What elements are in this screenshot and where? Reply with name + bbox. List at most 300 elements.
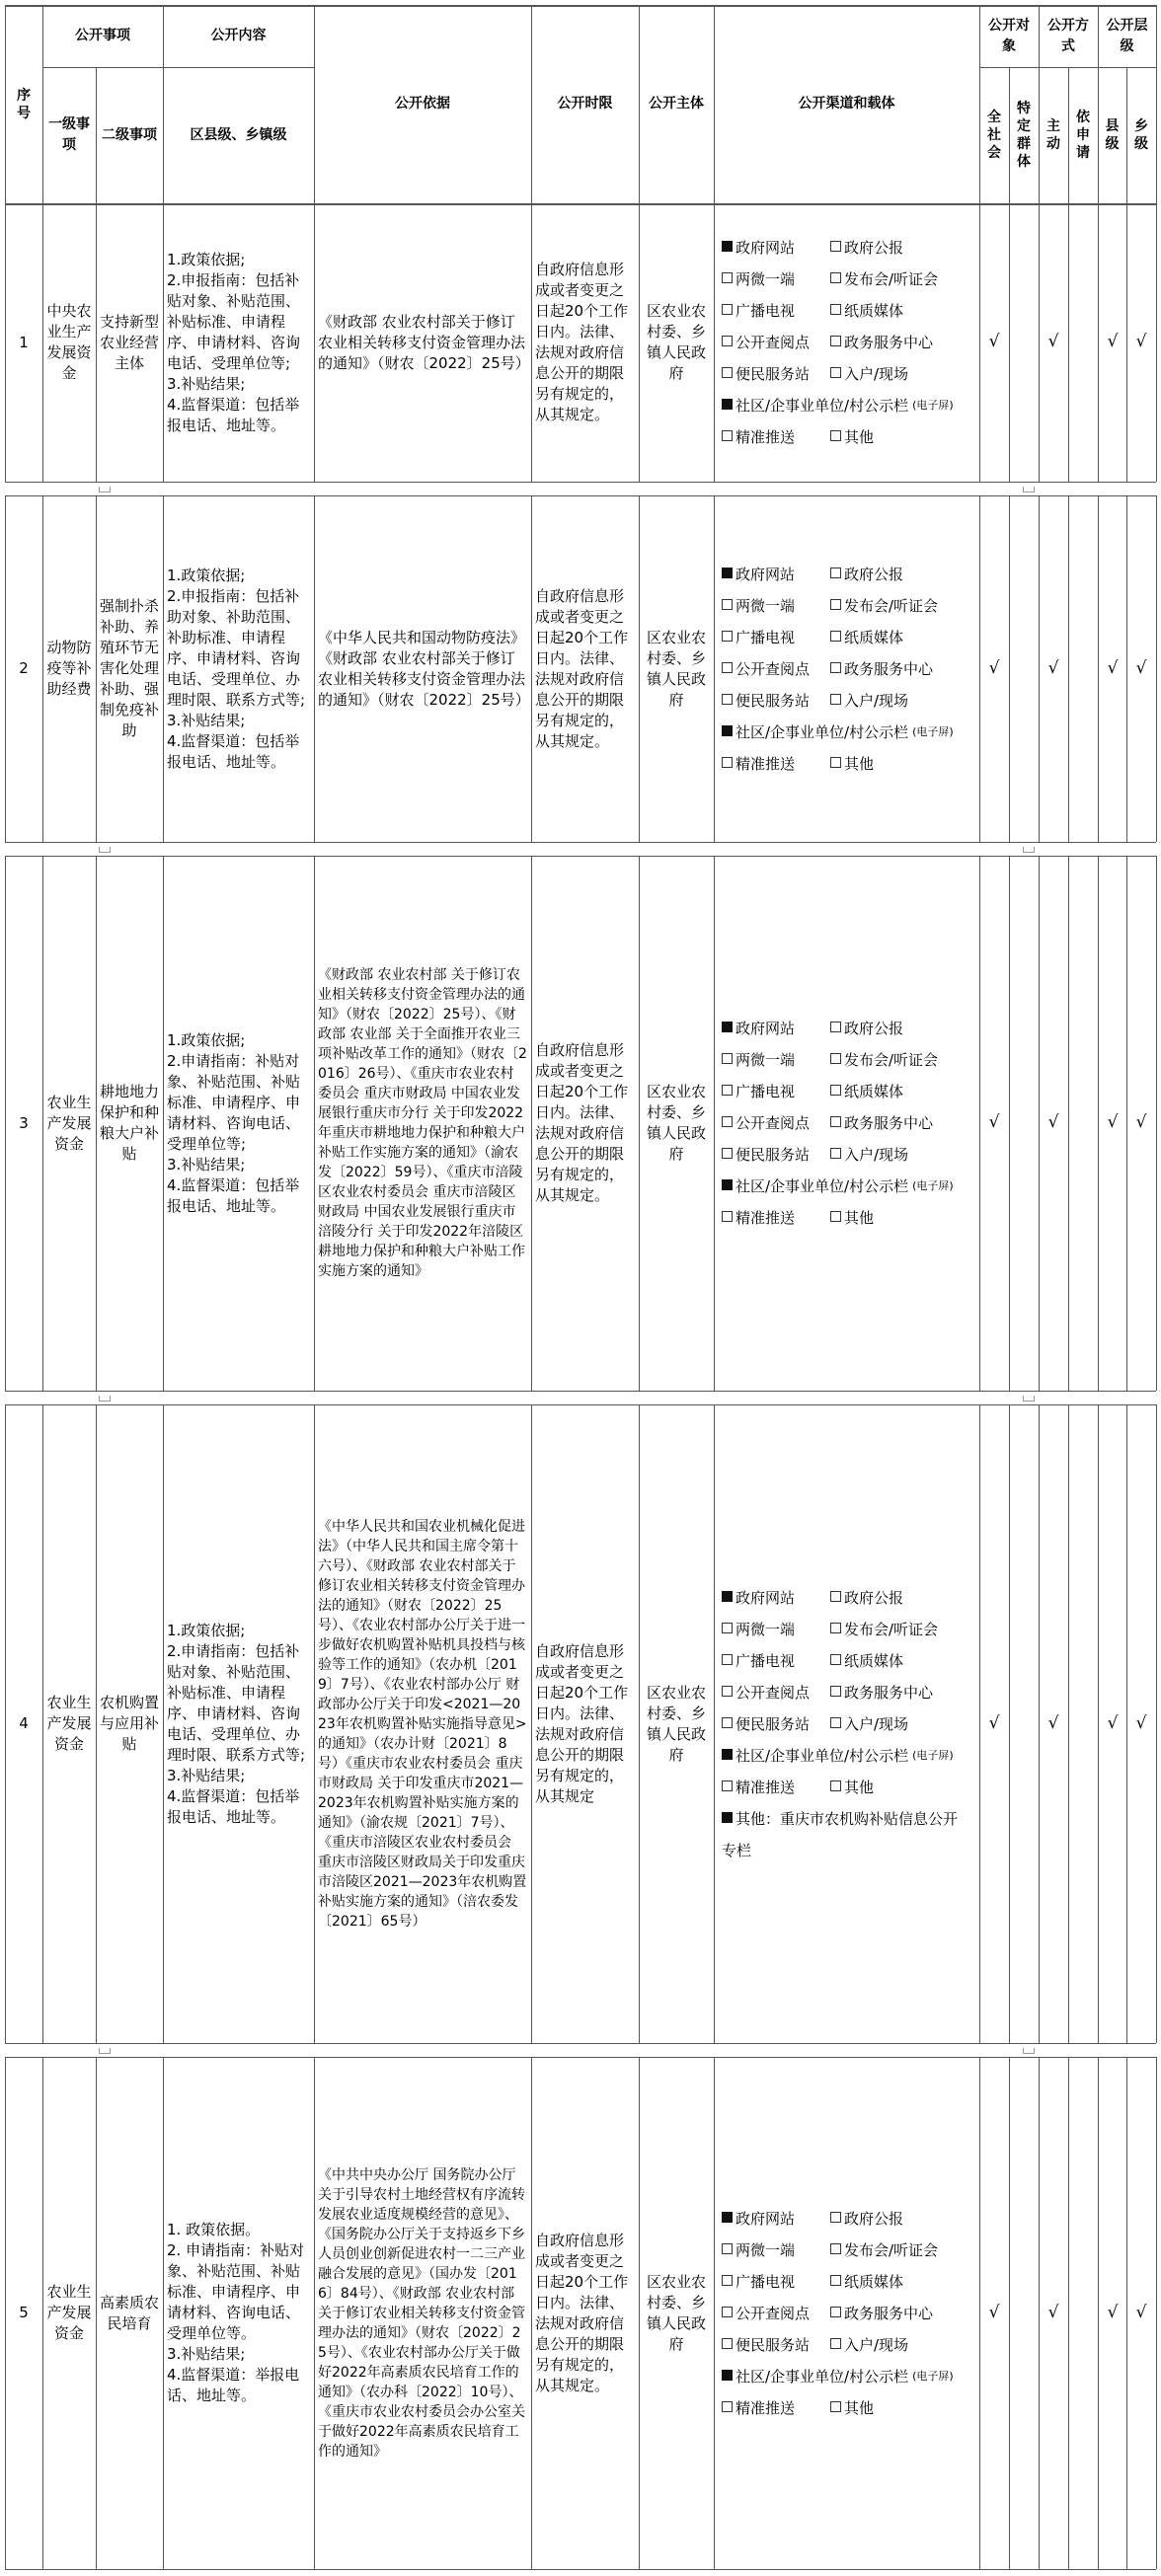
- checkbox-icon: [830, 2275, 841, 2286]
- header-all-society: [979, 67, 1009, 203]
- channel-option: [830, 1582, 903, 1614]
- table-rule: [714, 495, 715, 842]
- channel-label: 广播电视: [735, 1652, 796, 1670]
- header-level-text: 公开层级: [1106, 17, 1148, 54]
- channel-option: [830, 748, 874, 780]
- channel-row: [722, 2266, 954, 2298]
- disclosure-basis: [314, 1404, 531, 2043]
- disclosure-period: [531, 203, 639, 482]
- channel-row: [722, 1107, 954, 1139]
- channel-label: 精准推送: [735, 2399, 796, 2417]
- channel-option: [722, 1076, 830, 1107]
- disclosure-period-text: 自政府信息形成或者变更之日起20个工作日内。法律、法规对政府信息公开的期限另有规定的，从其规定。: [535, 261, 629, 423]
- channel-label: 其他: [844, 1209, 875, 1227]
- page-break-mark: [99, 487, 111, 492]
- check-mark-town: √: [1135, 2303, 1147, 2322]
- second-level-item-text: 支持新型农业经营主体: [100, 312, 160, 372]
- checkbox-icon: [722, 1654, 733, 1665]
- disclosure-basis-text: 《财政部 农业农村部 关于修订农业相关转移支付资金管理办法的通知》（财农〔2022〕25号）、《财政部 农业部 关于全面推开农业三项补贴改革工作的通知》（财农〔2016〕26号）、《重庆市农业农村委员会 重庆市财政局 中国农业发展银行重庆市分行 关于印发2022年重庆市耕地地力保护和种粮大户补贴工作实施方案的通知》（渝农发〔2022〕59号）、《重庆市涪陵区农业农村委员会 重庆市涪陵区财政局 中国农业发展银行重庆市涪陵分行 关于印发2022年涪陵区耕地地力保护和种粮大户补贴工作实施方案的通知》: [318, 967, 527, 1279]
- check-mark-active: √: [1047, 332, 1059, 351]
- header-county-text: 县级: [1105, 118, 1120, 152]
- table-rule: [1126, 1404, 1127, 2043]
- channel-row: [722, 2298, 954, 2329]
- header-specific-group-text: 特定群体: [1017, 101, 1031, 170]
- table-rule: [1126, 495, 1127, 842]
- channel-option: [722, 1645, 830, 1677]
- channel-option: [722, 1013, 830, 1044]
- checkbox-icon: [722, 599, 733, 610]
- header-level: [1098, 5, 1156, 67]
- channel-row: [722, 1708, 971, 1740]
- checkbox-icon: [830, 1780, 841, 1791]
- channel-label: 精准推送: [735, 1209, 796, 1227]
- channel-option: [722, 1202, 830, 1234]
- row-number: [5, 1404, 42, 2043]
- header-channels: [714, 5, 979, 203]
- checkbox-icon: [830, 694, 841, 705]
- channel-option: [830, 2203, 903, 2235]
- page-break-mark: [1023, 487, 1035, 492]
- channel-option: [722, 358, 830, 390]
- table-rule: [1009, 1404, 1010, 2043]
- disclosure-content-text: 1.政策依据; 2.申报指南：包括补贴对象、补贴范围、补贴标准、申请程序、申请材料、咨询电话、受理单位等; 3.补贴结果; 4.监督渠道：包括举报电话、地址等。: [167, 250, 301, 434]
- table-rule: [1068, 1404, 1069, 2043]
- second-level-item-text: 耕地地力保护和种粮大户补贴: [100, 1083, 160, 1163]
- channel-label: 两微一端: [735, 2241, 796, 2259]
- table-rule: [1039, 1404, 1040, 2043]
- channel-label: 政府公报: [844, 2210, 904, 2228]
- channel-label: 政务服务中心: [844, 1684, 934, 1702]
- checkbox-icon: [830, 241, 841, 252]
- table-rule: [979, 495, 980, 842]
- channel-option: [722, 2298, 830, 2329]
- channel-option: [722, 1614, 830, 1645]
- channel-option: [830, 685, 908, 717]
- channel-option: [830, 1772, 874, 1803]
- checkbox-icon: [722, 1780, 733, 1791]
- channel-label: 入户/现场: [844, 1715, 909, 1733]
- checkbox-icon: [722, 2370, 733, 2381]
- checkbox-icon: [722, 1211, 733, 1222]
- channel-option: [830, 264, 938, 295]
- channel-row: [722, 2361, 954, 2392]
- channel-label: 入户/现场: [844, 692, 909, 710]
- channel-label: 纸质媒体: [844, 1652, 904, 1670]
- checkbox-icon: [830, 1686, 841, 1697]
- check-mark-county: √: [1107, 2303, 1119, 2322]
- channel-row: [722, 590, 954, 622]
- table-rule: [979, 1404, 980, 2043]
- channel-label: 社区/企事业单位/村公示栏: [735, 1177, 909, 1195]
- header-level1-text: 一级事项: [48, 116, 90, 153]
- second-level-item: [96, 2057, 163, 2569]
- channel-option: [830, 1645, 903, 1677]
- checkbox-icon: [830, 631, 841, 642]
- table-rule: [1039, 856, 1040, 1391]
- channel-label: 入户/现场: [844, 1146, 909, 1164]
- channel-option: [722, 1772, 830, 1803]
- table-rule: [1098, 2057, 1099, 2569]
- channel-option: [722, 1139, 830, 1171]
- disclosure-subject-text: 区农业农村委、乡镇人民政府: [646, 1683, 706, 1764]
- table-rule: [1126, 2057, 1127, 2569]
- channel-option: [830, 2329, 908, 2361]
- header-basis: [314, 5, 531, 203]
- channel-label: 政务服务中心: [844, 660, 934, 678]
- table-rule: [1009, 203, 1010, 482]
- channel-row: [722, 1740, 971, 1772]
- checkbox-icon: [830, 2243, 841, 2254]
- row-number-text: 1: [19, 333, 29, 351]
- checkbox-icon: [830, 2307, 841, 2317]
- channel-label: 政务服务中心: [844, 2305, 934, 2322]
- disclosure-content-text: 1.政策依据; 2.申请指南：补贴对象、补贴范围、补贴标准、申请程序、申请材料、咨询电话、受理单位等; 3.补贴结果; 4.监督渠道：包括举报电话、地址等。: [167, 1030, 301, 1215]
- channel-label: 政府网站: [735, 1020, 796, 1037]
- disclosure-basis-text: 《中华人民共和国农业机械化促进法》（中华人民共和国主席令第十六号）、《财政部 农业农村部关于修订农业相关转移支付资金管理办法的通知》（财农〔2022〕25号）、《农业农村部办公厅关于进一步做好农机购置补贴机具投档与核验等工作的通知》（农办机〔2019〕7号）、《农业农村部办公厅 财政部办公厅关于印发<2021—2023年农机购置补贴实施指导意见>的通知》（农办计财〔2021〕8号）《重庆市农业农村委员会 重庆市财政局 关于印发重庆市2021—2023年农机购置补贴实施方案的通知》（渝农规〔2021〕7号）、《重庆市涪陵区农业农村委员会 重庆市涪陵区财政局关于印发重庆市涪陵区2021—2023年农机购置补贴实施方案的通知》（涪农委发〔2021〕65号）: [318, 1518, 527, 1930]
- channel-label: 便民服务站: [735, 692, 811, 710]
- channel-option: [722, 685, 830, 717]
- channel-label: 政务服务中心: [844, 1114, 934, 1132]
- channel-label: 两微一端: [735, 1051, 796, 1069]
- channel-option: [722, 2203, 830, 2235]
- disclosure-content: [163, 856, 314, 1391]
- checkbox-icon: [722, 631, 733, 642]
- channel-option: [722, 748, 830, 780]
- header-level1: [42, 67, 96, 203]
- channel-row: [722, 1171, 954, 1202]
- channel-label: 政府网站: [735, 566, 796, 583]
- channel-row: [722, 1139, 954, 1171]
- table-rule: [979, 2057, 980, 2569]
- channel-option: [722, 653, 830, 685]
- check-mark-county: √: [1107, 1713, 1119, 1733]
- checkbox-icon: [830, 568, 841, 578]
- checkbox-icon: [830, 662, 841, 673]
- first-level-item-text: 农业生产发展资金: [46, 1093, 92, 1153]
- checkbox-icon: [722, 1623, 733, 1633]
- checkbox-icon: [722, 367, 733, 378]
- channel-label: 政府网站: [735, 2210, 796, 2228]
- channel-label: 入户/现场: [844, 365, 909, 383]
- table-rule: [1098, 1404, 1099, 2043]
- first-level-item-text: 农业生产发展资金: [46, 1694, 92, 1753]
- channel-label: 便民服务站: [735, 365, 811, 383]
- channel-row: [722, 327, 954, 358]
- table-rule: [1039, 495, 1040, 842]
- channel-row: [722, 295, 954, 327]
- channel-option: [722, 590, 830, 622]
- table-rule: [1039, 2057, 1040, 2569]
- page-break-mark: [99, 2048, 111, 2054]
- header-active: [1039, 67, 1068, 203]
- channel-option: [830, 1076, 903, 1107]
- channel-label: 广播电视: [735, 1083, 796, 1100]
- channel-option: [722, 559, 830, 590]
- channel-row: [722, 358, 954, 390]
- channel-option: [722, 1107, 830, 1139]
- channel-label: 社区/企事业单位/村公示栏: [735, 1747, 909, 1765]
- table-rule: [1068, 495, 1069, 842]
- table-rule: [714, 203, 715, 482]
- disclosure-basis-text: 《财政部 农业农村部关于修订农业相关转移支付资金管理办法的通知》（财农〔2022〕25号）: [318, 312, 530, 372]
- disclosure-subject: [639, 495, 714, 842]
- channel-label: 其他: [844, 1779, 875, 1796]
- row-number-text: 4: [19, 1714, 29, 1732]
- channel-option: [830, 2298, 933, 2329]
- channel-label: 便民服务站: [735, 2336, 811, 2354]
- channel-option: [830, 2235, 938, 2266]
- checkbox-icon: [722, 2338, 733, 2349]
- table-rule: [1156, 203, 1157, 482]
- channel-option: [722, 327, 830, 358]
- channel-option: [722, 1582, 830, 1614]
- table-rule: [1009, 495, 1010, 842]
- channel-label: 精准推送: [735, 428, 796, 446]
- disclosure-basis: [314, 203, 531, 482]
- channel-option: [830, 1677, 933, 1708]
- checkbox-icon: [722, 272, 733, 283]
- channel-label: 两微一端: [735, 1621, 796, 1638]
- check-mark-active: √: [1047, 1713, 1059, 1733]
- channel-screen-note: (电子屏): [912, 725, 954, 738]
- channel-label: 政府公报: [844, 239, 904, 257]
- channel-label: 精准推送: [735, 755, 796, 773]
- channel-option: [722, 1677, 830, 1708]
- second-level-item: [96, 203, 163, 482]
- channel-row: [722, 1582, 971, 1614]
- header-basis-text: 公开依据: [395, 96, 450, 112]
- channel-option: [830, 421, 874, 453]
- check-mark-all: √: [988, 1713, 1000, 1733]
- check-mark-all: √: [988, 2303, 1000, 2322]
- checkbox-icon: [830, 2212, 841, 2223]
- checkbox-icon: [830, 1591, 841, 1602]
- channel-label: 便民服务站: [735, 1146, 811, 1164]
- first-level-item-text: 动物防疫等补助经费: [46, 639, 92, 698]
- channel-row: [722, 1645, 971, 1677]
- second-level-item: [96, 495, 163, 842]
- channel-label: 公开查阅点: [735, 334, 811, 351]
- header-subject: [639, 5, 714, 203]
- channel-label: 两微一端: [735, 270, 796, 288]
- channel-option: [722, 2392, 830, 2424]
- disclosure-content: [163, 495, 314, 842]
- channel-label: 政务服务中心: [844, 334, 934, 351]
- channel-option: [830, 1139, 908, 1171]
- header-items: [42, 5, 163, 67]
- channel-label: 其他: [844, 755, 875, 773]
- checkbox-icon: [830, 1053, 841, 1064]
- table-rule: [1068, 2057, 1069, 2569]
- channel-list: [722, 2203, 954, 2424]
- channel-label: 广播电视: [735, 2273, 796, 2291]
- table-rule: [979, 856, 980, 1391]
- table-rule: [1156, 5, 1157, 203]
- channel-label: 其他: [844, 2399, 875, 2417]
- channel-label: 精准推送: [735, 1779, 796, 1796]
- channel-label: 公开查阅点: [735, 2305, 811, 2322]
- channel-row: [722, 264, 954, 295]
- table-rule: [1156, 1404, 1157, 2043]
- first-level-item: [42, 495, 96, 842]
- channel-label: 公开查阅点: [735, 1114, 811, 1132]
- checkbox-icon: [722, 2307, 733, 2317]
- disclosure-content: [163, 2057, 314, 2569]
- channel-label: 发布会/听证会: [844, 1051, 939, 1069]
- disclosure-content: [163, 1404, 314, 2043]
- header-content: [163, 5, 314, 67]
- checkbox-icon: [722, 241, 733, 252]
- second-level-item-text: 强制扑杀补助、养殖环节无害化处理补助、强制免疫补助: [100, 597, 160, 739]
- table-rule: [714, 856, 715, 1391]
- channel-row: [722, 1772, 971, 1803]
- channel-label: 政府网站: [735, 239, 796, 257]
- channel-label: 社区/企事业单位/村公示栏: [735, 723, 909, 741]
- channel-label: 发布会/听证会: [844, 270, 939, 288]
- checkbox-icon: [722, 1591, 733, 1602]
- checkbox-icon: [722, 1717, 733, 1728]
- channel-option: [830, 232, 903, 264]
- header-items-text: 公开事项: [75, 28, 130, 43]
- channel-label: 纸质媒体: [844, 629, 904, 646]
- channel-label: 广播电视: [735, 629, 796, 646]
- channel-row: [722, 748, 954, 780]
- checkbox-icon: [830, 1654, 841, 1665]
- check-mark-all: √: [988, 1112, 1000, 1132]
- checkbox-icon: [722, 2243, 733, 2254]
- channel-option: [722, 295, 830, 327]
- checkbox-icon: [722, 1749, 733, 1760]
- channel-label: 政府公报: [844, 1589, 904, 1607]
- second-level-item: [96, 856, 163, 1391]
- channel-row: [722, 2203, 954, 2235]
- disclosure-period-text: 自政府信息形成或者变更之日起20个工作日内。法律、法规对政府信息公开的期限另有规定的，从其规定。: [535, 1041, 629, 1204]
- first-level-item-text: 农业生产发展资金: [46, 2283, 92, 2342]
- channel-screen-note: (电子屏): [912, 1179, 954, 1192]
- channel-label: 政府网站: [735, 1589, 796, 1607]
- disclosure-period-text: 自政府信息形成或者变更之日起20个工作日内。法律、法规对政府信息公开的期限另有规定的，从其规定: [535, 1641, 629, 1805]
- header-mode: [1039, 5, 1098, 67]
- first-level-item: [42, 856, 96, 1391]
- disclosure-subject-text: 区农业农村委、乡镇人民政府: [646, 1083, 706, 1163]
- channel-screen-note: (电子屏): [912, 399, 954, 412]
- row-number: [5, 495, 42, 842]
- table-rule: [5, 482, 1156, 483]
- first-level-item-text: 中央农业生产发展资金: [46, 302, 92, 382]
- first-level-item: [42, 203, 96, 482]
- channel-row: [722, 2235, 954, 2266]
- disclosure-period-text: 自政府信息形成或者变更之日起20个工作日内。法律、法规对政府信息公开的期限另有规定的，从其规定。: [535, 586, 629, 750]
- table-rule: [1009, 856, 1010, 1391]
- header-channels-text: 公开渠道和载体: [798, 96, 895, 112]
- page-break-mark: [1023, 847, 1035, 853]
- channel-option: [722, 1171, 908, 1202]
- checkbox-icon: [722, 1022, 733, 1032]
- channel-option: [722, 421, 830, 453]
- header-content-text: 公开内容: [210, 28, 267, 43]
- header-seq-text: 序号: [17, 87, 31, 121]
- channel-row: [722, 1013, 954, 1044]
- table-rule: [5, 2569, 1156, 2570]
- channel-screen-note: (电子屏): [912, 2370, 954, 2383]
- table-rule: [1098, 856, 1099, 1391]
- checkbox-icon: [830, 304, 841, 315]
- table-rule: [5, 2043, 1156, 2044]
- disclosure-period: [531, 1404, 639, 2043]
- channel-option: [830, 622, 903, 653]
- channel-other: [722, 1803, 971, 1866]
- channel-option: [830, 1202, 874, 1234]
- channel-list: [722, 559, 954, 780]
- disclosure-period: [531, 856, 639, 1391]
- disclosure-content-text: 1.政策依据; 2.申报指南：包括补助对象、补助范围、补助标准、申请程序、申请材料、咨询电话、受理单位、办理时限、联系方式等; 3.补贴结果; 4.监督渠道：包括举报电话、地址等。: [167, 566, 306, 771]
- header-district-text: 区县级、乡镇级: [190, 126, 287, 143]
- page-break-mark: [1023, 2048, 1035, 2054]
- checkbox-icon: [722, 2275, 733, 2286]
- channel-screen-note: (电子屏): [912, 1749, 954, 1762]
- checkbox-icon: [722, 1053, 733, 1064]
- header-seq: [5, 5, 42, 203]
- checkbox-icon: [722, 304, 733, 315]
- row-number: [5, 856, 42, 1391]
- disclosure-basis: [314, 2057, 531, 2569]
- checkbox-icon: [830, 599, 841, 610]
- checkbox-icon: [830, 2338, 841, 2349]
- channel-option: [830, 1614, 938, 1645]
- channel-label: 纸质媒体: [844, 2273, 904, 2291]
- channel-option: [722, 1740, 908, 1772]
- channel-row: [722, 622, 954, 653]
- channel-option: [830, 1044, 938, 1076]
- checkbox-icon: [722, 1686, 733, 1697]
- header-town: [1126, 67, 1156, 203]
- channel-label: 纸质媒体: [844, 302, 904, 320]
- checkbox-icon: [830, 1717, 841, 1728]
- page-break-mark: [1023, 1396, 1035, 1402]
- checkbox-icon: [830, 1211, 841, 1222]
- channel-option: [722, 1708, 830, 1740]
- row-number-text: 3: [19, 1113, 29, 1132]
- second-level-item-text: 高素质农民培育: [100, 2293, 160, 2332]
- checkbox-icon: [830, 336, 841, 346]
- checkbox-icon: [830, 1022, 841, 1032]
- table-rule: [1126, 203, 1127, 482]
- channel-label: 发布会/听证会: [844, 1621, 939, 1638]
- row-number-text: 5: [19, 2304, 29, 2321]
- check-mark-town: √: [1135, 658, 1147, 678]
- table-rule: [5, 1391, 1156, 1392]
- header-county: [1098, 67, 1126, 203]
- channel-option: [830, 590, 938, 622]
- channel-option: [830, 2392, 874, 2424]
- channel-row: [722, 1614, 971, 1645]
- checkbox-icon: [722, 1085, 733, 1096]
- channel-other-text: 其他：重庆市农机购补贴信息公开专栏: [722, 1810, 959, 1859]
- check-mark-all: √: [988, 658, 1000, 678]
- channel-label: 社区/企事业单位/村公示栏: [735, 397, 909, 415]
- table-rule: [1068, 203, 1069, 482]
- table-rule: [1068, 856, 1069, 1391]
- channel-row: [722, 390, 954, 421]
- table-rule: [1039, 203, 1040, 482]
- table-rule: [1156, 856, 1157, 1391]
- channel-option: [722, 390, 908, 421]
- disclosure-basis: [314, 495, 531, 842]
- check-mark-town: √: [1135, 332, 1147, 351]
- disclosure-period: [531, 495, 639, 842]
- check-mark-county: √: [1107, 1112, 1119, 1132]
- channel-option: [830, 653, 933, 685]
